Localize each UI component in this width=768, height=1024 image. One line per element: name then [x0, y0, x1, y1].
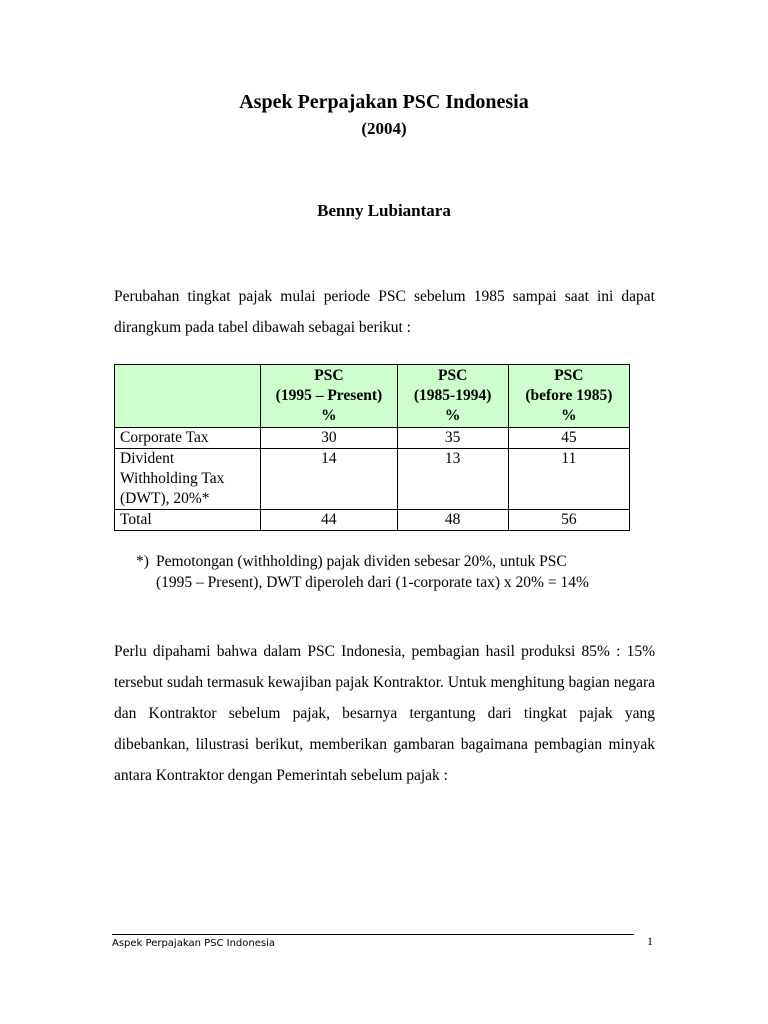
row-label-line: Corporate Tax	[120, 429, 209, 446]
tax-rate-table	[114, 364, 630, 531]
row-label-line: Withholding Tax	[120, 470, 225, 487]
table-cell: 56	[508, 510, 629, 531]
document-year: (2004)	[361, 119, 407, 138]
footnote-line-2: (1995 – Present), DWT diperoleh dari (1-corporate tax) x 20% = 14%	[156, 574, 589, 591]
row-label-dwt	[115, 449, 261, 510]
table-cell: 45	[508, 428, 629, 449]
footer-divider	[112, 934, 634, 935]
table-header-cell-empty	[115, 365, 261, 428]
document-title: Aspek Perpajakan PSC Indonesia	[239, 91, 529, 113]
footer-running-title: Aspek Perpajakan PSC Indonesia	[112, 938, 275, 949]
header-line: (1995 – Present)	[275, 387, 383, 404]
row-label-total	[115, 510, 261, 531]
table-cell: 30	[261, 428, 397, 449]
table-header-cell-1995-present	[261, 365, 397, 428]
footnote-marker: *)	[136, 553, 149, 570]
table-cell: 11	[508, 449, 629, 510]
table-cell: 35	[397, 428, 508, 449]
table-row	[115, 510, 630, 531]
table-cell: 13	[397, 449, 508, 510]
header-line: PSC	[437, 367, 468, 384]
row-label-line: Total	[120, 511, 152, 528]
header-line: (before 1985)	[525, 387, 613, 404]
footnote-line-1: Pemotongan (withholding) pajak dividen sebesar 20%, untuk PSC	[156, 553, 567, 570]
header-line: %	[321, 407, 337, 424]
header-line: %	[444, 407, 461, 424]
row-label-corporate-tax	[115, 428, 261, 449]
page-number: 1	[647, 934, 653, 948]
table-header-cell-before-1985	[508, 365, 629, 428]
table-header-cell-1985-1994	[397, 365, 508, 428]
header-line: %	[561, 407, 577, 424]
table-cell: 44	[261, 510, 397, 531]
table-footnote	[136, 551, 676, 593]
table-cell: 48	[397, 510, 508, 531]
author-name: Benny Lubiantara	[317, 201, 451, 220]
row-label-line: Divident	[120, 450, 175, 467]
table-row	[115, 449, 630, 510]
header-line: PSC	[314, 367, 344, 384]
row-label-line: (DWT), 20%*	[120, 490, 210, 507]
intro-paragraph: Perubahan tingkat pajak mulai periode PSC sebelum 1985 sampai saat ini dapat dirangkum pada tabel dibawah sebagai berikut :	[114, 288, 655, 336]
header-line: (1985-1994)	[413, 387, 492, 404]
header-line: PSC	[554, 367, 584, 384]
table-header-row	[115, 365, 630, 428]
body-paragraph: Perlu dipahami bahwa dalam PSC Indonesia, pembagian hasil produksi 85% : 15% tersebut sudah termasuk kewajiban pajak Kontraktor. Untuk menghitung bagian negara dan Kontraktor sebelum pajak, besarnya tergantung dari tingkat pajak yang dibebankan, lilustrasi berikut, memberikan gambaran bagaimana pembagian minyak antara Kontraktor dengan Pemerintah sebelum pajak :	[114, 643, 655, 784]
table-cell: 14	[261, 449, 397, 510]
table-row	[115, 428, 630, 449]
